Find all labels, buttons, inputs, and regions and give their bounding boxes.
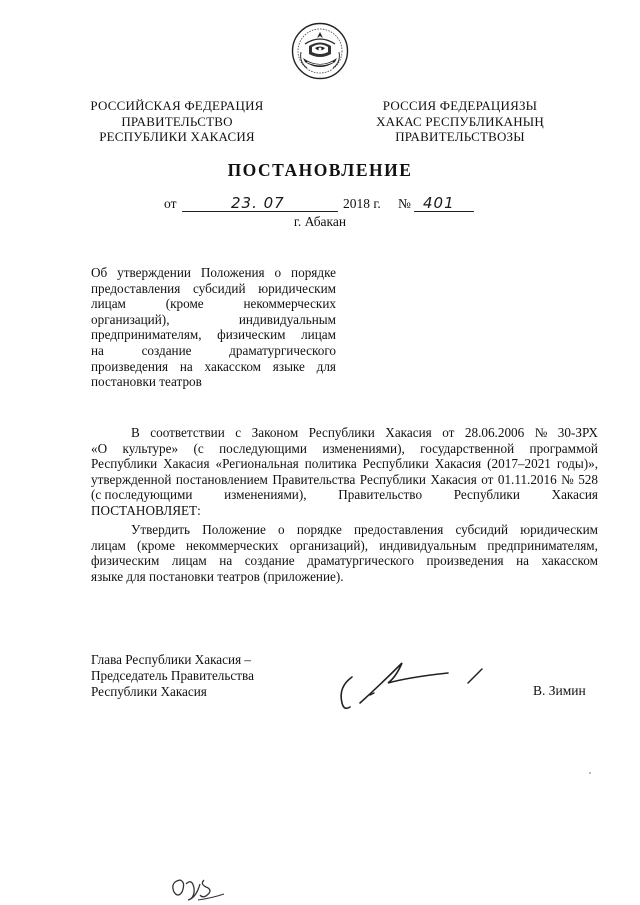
word: от	[442, 425, 455, 440]
word: Хакасия	[551, 487, 598, 503]
subject-line	[91, 312, 336, 328]
header-right	[362, 98, 558, 145]
header-right-line: ПРАВИТЕЛЬСТВОЗЫ	[395, 129, 525, 144]
text-line	[91, 441, 598, 457]
coat-of-arms-icon	[291, 22, 349, 80]
word: произведения	[426, 553, 504, 569]
word: 28.06.2006	[464, 425, 525, 440]
word: на	[516, 553, 529, 569]
word: последующими	[219, 440, 307, 456]
word: постановлением	[175, 471, 268, 487]
text-line	[91, 487, 598, 503]
word: (с последующими	[91, 487, 193, 503]
header-left-line: ПРАВИТЕЛЬСТВО	[121, 113, 233, 129]
word: (2017–2021	[487, 456, 551, 472]
word: «О	[91, 440, 108, 456]
word: (кроме	[136, 537, 175, 553]
word: предоставления	[354, 522, 444, 537]
word: от	[481, 471, 494, 487]
word: Республики	[359, 471, 426, 487]
city-line: г. Абакан	[293, 214, 347, 229]
word: организаций),	[289, 537, 369, 553]
word: (с	[193, 440, 204, 456]
word: ПОСТАНОВЛЯЕТ:	[91, 502, 201, 518]
handwritten-signature	[330, 655, 500, 717]
word: некоммерческих	[186, 537, 279, 553]
word: лицам	[91, 537, 126, 553]
text-line	[91, 522, 598, 538]
word: Хакасия	[163, 456, 210, 472]
text-line	[91, 538, 598, 554]
word: 01.11.2016	[497, 471, 557, 487]
word: некоммерческих	[243, 296, 336, 312]
word: индивидуальным	[379, 537, 477, 553]
subject-line: постановки театров	[91, 374, 202, 390]
header-left-line: РОССИЙСКАЯ ФЕДЕРАЦИЯ	[90, 98, 264, 113]
subject-block	[91, 265, 336, 390]
number-handwritten: 401	[423, 194, 455, 212]
subject-line	[91, 296, 336, 312]
document-title: ПОСТАНОВЛЕНИЕ	[227, 160, 413, 180]
word: физическим	[91, 553, 160, 569]
subject-line: произведения на хакасском языке для	[91, 358, 336, 374]
word: с	[235, 425, 242, 440]
text-line	[91, 425, 598, 441]
date-prefix: от	[164, 196, 177, 211]
word: «Региональная	[215, 456, 299, 472]
word: Правительства	[272, 471, 356, 487]
word: 30-ЗРХ	[557, 425, 598, 440]
word: 528	[578, 471, 598, 487]
word: о	[278, 522, 285, 537]
word: индивидуальным	[238, 311, 336, 327]
word: юридическим	[520, 522, 598, 537]
date-handwritten: 23. 07	[231, 194, 285, 212]
subject-line: предпринимателям, физическим лицам	[91, 327, 336, 343]
word: предпринимателям,	[487, 537, 598, 553]
signer-line: Глава Республики Хакасия –	[91, 652, 252, 667]
word: создание	[244, 553, 295, 569]
text-line	[91, 472, 598, 488]
body-paragraph-2	[91, 522, 598, 584]
text-line	[91, 456, 598, 472]
word: №	[561, 471, 574, 487]
word: Республики	[308, 425, 375, 440]
word: годы)»,	[556, 456, 598, 472]
word: изменениями),	[322, 440, 405, 456]
text-line	[91, 503, 598, 519]
word: утвержденной	[91, 471, 172, 487]
word: Республики	[453, 487, 520, 503]
header-left	[82, 98, 272, 145]
word: лицам	[171, 553, 207, 569]
word: государственной	[420, 440, 515, 456]
word: культуре»	[122, 440, 179, 456]
word: драматургического	[307, 553, 414, 569]
word: языке для постановки театров (приложение).	[91, 568, 344, 584]
word: лицам	[91, 296, 126, 312]
word: №	[534, 425, 548, 440]
word: Хакасия	[430, 471, 477, 487]
word: Правительство	[338, 487, 423, 503]
word: хакасском	[541, 553, 598, 569]
word: (кроме	[165, 296, 204, 312]
signer-name: В. Зимин	[533, 683, 586, 698]
word: Законом	[251, 425, 299, 440]
signer-line: Республики Хакасия	[91, 683, 207, 699]
scan-speck	[589, 772, 591, 774]
header-right-line: ХАКАС РЕСПУБЛИКАНЫҢ	[376, 113, 544, 129]
word: соответствии	[150, 425, 225, 440]
text-line	[91, 569, 598, 585]
word: Положение	[202, 522, 266, 537]
word: Утвердить	[131, 522, 191, 537]
word: создание	[141, 342, 192, 358]
word: Хакасия	[434, 456, 482, 472]
date-year: 2018 г.	[343, 196, 381, 211]
word: Республики	[91, 456, 158, 472]
number-prefix: №	[398, 196, 411, 211]
header-left-line: РЕСПУБЛИКИ ХАКАСИЯ	[99, 129, 255, 144]
word: изменениями),	[224, 487, 307, 503]
signer-line: Председатель Правительства	[91, 667, 254, 683]
word: на	[219, 553, 233, 569]
subject-line: Об утверждении Положения о порядке	[91, 265, 336, 280]
word: В	[131, 425, 140, 440]
word: на	[91, 342, 104, 358]
word: порядке	[296, 522, 342, 537]
word: Республики	[362, 456, 429, 472]
handwritten-initials	[168, 870, 228, 902]
word: политика	[304, 456, 357, 472]
signer-position	[91, 652, 254, 699]
subject-line	[91, 343, 336, 359]
subject-line: предоставления субсидий юридическим	[91, 280, 336, 296]
word: Хакасия	[385, 425, 432, 440]
word: программой	[529, 440, 598, 456]
text-line	[91, 553, 598, 569]
word: организаций),	[91, 311, 170, 327]
word: субсидий	[455, 522, 509, 537]
word: драматургического	[229, 342, 336, 358]
header-right-line: РОССИЯ ФЕДЕРАЦИЯЗЫ	[382, 98, 538, 113]
body-paragraph-1	[91, 425, 598, 519]
